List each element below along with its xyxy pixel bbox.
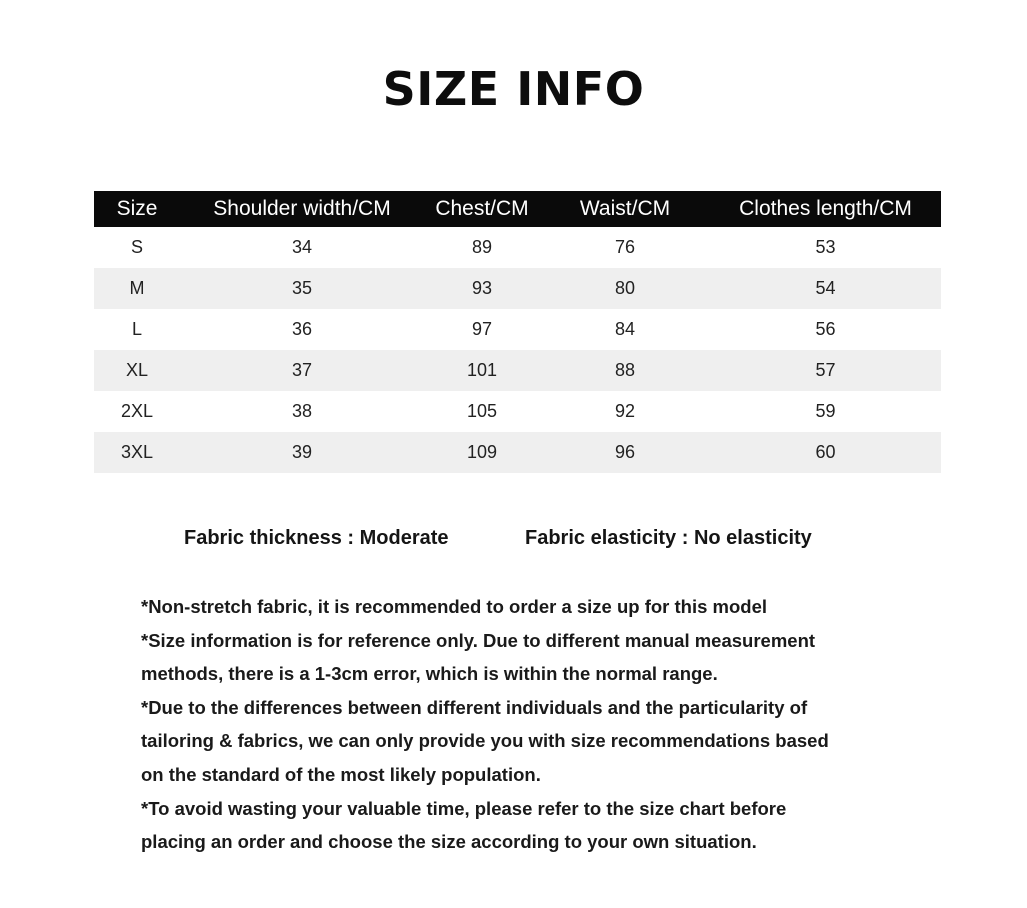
cell-chest: 93 (424, 268, 540, 309)
cell-waist: 84 (614, 319, 636, 339)
note-line: *Size information is for reference only. Due to different manual measurement (141, 629, 816, 651)
cell-length: 54 (710, 268, 941, 309)
cell-shoulder: 36 (291, 319, 313, 339)
cell-chest: 105 (466, 401, 498, 421)
cell-chest: 89 (471, 237, 493, 257)
table-row (94, 391, 941, 432)
note-line: *To avoid wasting your valuable time, please refer to the size chart before (141, 797, 787, 819)
header-shoulder-width: Shoulder width/CM (180, 191, 424, 227)
cell-shoulder: 34 (291, 237, 313, 257)
cell-waist: 96 (540, 432, 710, 473)
cell-length: 59 (815, 401, 836, 421)
table-row (94, 227, 941, 268)
cell-size: M (94, 268, 180, 309)
cell-shoulder: 37 (180, 350, 424, 391)
cell-waist: 92 (614, 401, 636, 421)
header-clothes-length: Clothes length/CM (710, 191, 941, 227)
header-chest: Chest/CM (424, 191, 540, 227)
note-line: *Non-stretch fabric, it is recommended to order a size up for this model (141, 596, 768, 617)
table-header-row (94, 191, 941, 227)
header-waist: Waist/CM (540, 191, 710, 227)
cell-waist: 88 (540, 350, 710, 391)
cell-shoulder: 39 (180, 432, 424, 473)
cell-shoulder: 35 (180, 268, 424, 309)
cell-waist: 80 (540, 268, 710, 309)
note-line: placing an order and choose the size according to your own situation. (141, 831, 757, 853)
page-title: SIZE INFO (382, 62, 645, 116)
cell-length: 53 (815, 237, 836, 257)
cell-length: 60 (710, 432, 941, 473)
table-row (94, 309, 941, 350)
cell-shoulder: 38 (291, 401, 313, 421)
table-row (94, 350, 941, 391)
cell-size: 3XL (94, 432, 180, 473)
note-line: methods, there is a 1-3cm error, which is within the normal range. (141, 663, 718, 685)
header-size: Size (94, 191, 180, 227)
cell-length: 56 (815, 319, 836, 339)
note-line: tailoring & fabrics, we can only provide you with size recommendations based (141, 730, 829, 752)
cell-size: 2XL (120, 401, 154, 421)
cell-size: S (130, 237, 143, 257)
cell-length: 57 (710, 350, 941, 391)
cell-chest: 97 (471, 319, 493, 339)
cell-size: L (131, 319, 142, 339)
cell-chest: 109 (424, 432, 540, 473)
table-row (94, 268, 941, 309)
note-line: on the standard of the most likely population. (141, 763, 541, 785)
note-line: *Due to the differences between different individuals and the particularity of (141, 696, 808, 718)
cell-waist: 76 (614, 237, 636, 257)
size-notes (141, 590, 941, 859)
cell-size: XL (94, 350, 180, 391)
table-row (94, 432, 941, 473)
cell-chest: 101 (424, 350, 540, 391)
fabric-elasticity: Fabric elasticity : No elasticity (525, 527, 812, 549)
size-chart-table (94, 191, 941, 473)
fabric-thickness: Fabric thickness : Moderate (184, 527, 449, 549)
